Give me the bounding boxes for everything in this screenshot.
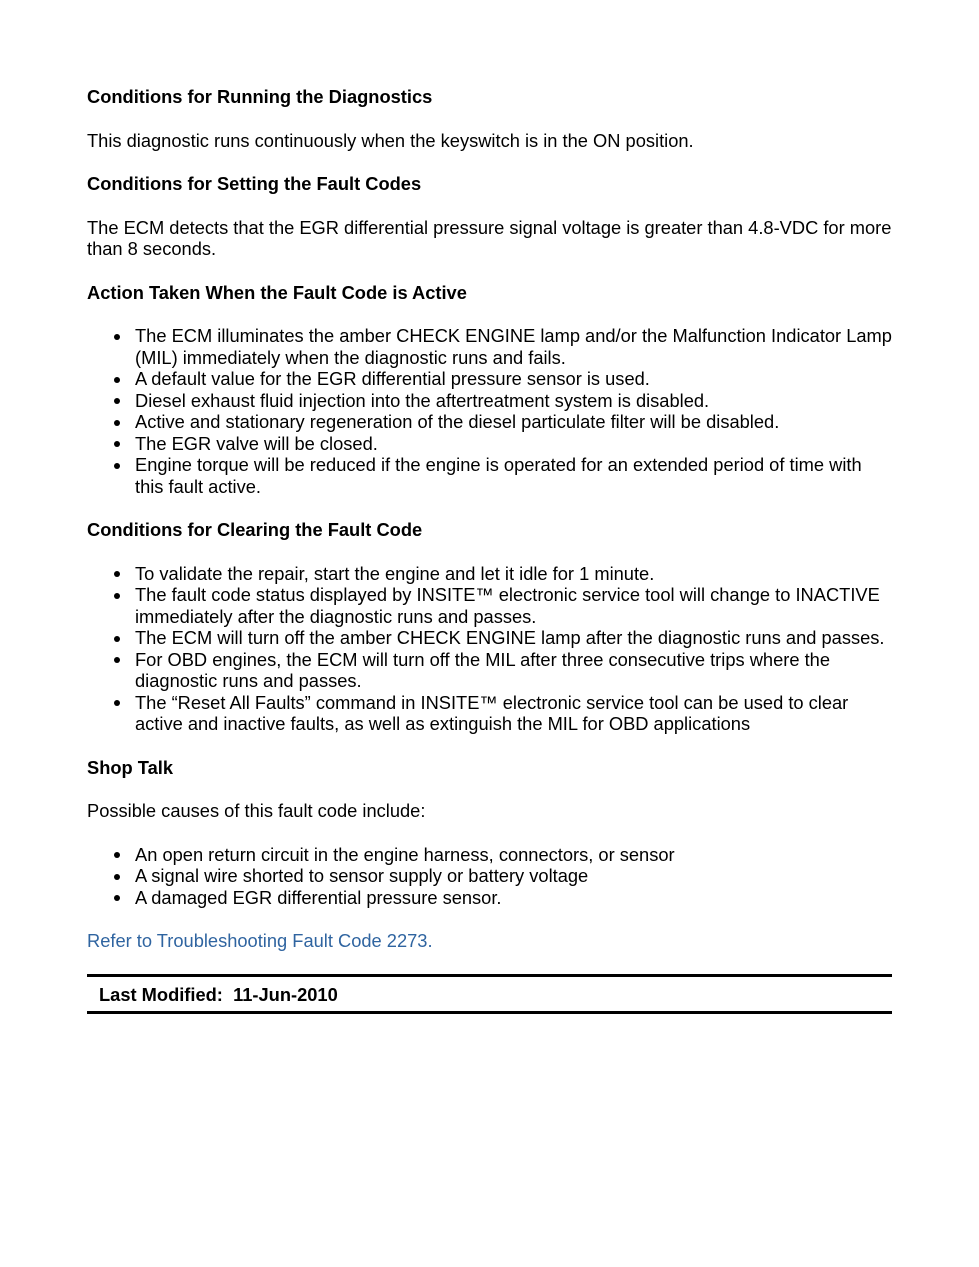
list-item [135, 627, 892, 649]
troubleshooting-link[interactable]: Refer to Troubleshooting Fault Code 2273. [87, 930, 433, 951]
action-list [87, 325, 892, 497]
list-item [135, 865, 892, 887]
list-item [135, 411, 892, 433]
causes-list [87, 844, 892, 909]
list-item-text: To validate the repair, start the engine and let it idle for 1 minute. [135, 562, 655, 584]
action-heading: Action Taken When the Fault Code is Active [87, 281, 467, 303]
list-item [135, 649, 892, 692]
list-item-text: A signal wire shorted to sensor supply or battery voltage [135, 865, 589, 886]
bullet-icon [114, 463, 120, 469]
list-item-text: For OBD engines, the ECM will turn off the MIL after three consecutive trips where the diagnostic runs and passes. [135, 648, 830, 691]
document-page [87, 86, 892, 1014]
list-item-text: The ECM illuminates the amber CHECK ENGINE lamp and/or the Malfunction Indicator Lamp (MIL) immediately when the diagnostic runs and fails. [135, 325, 892, 368]
list-item [135, 390, 892, 412]
list-item [135, 844, 892, 866]
clearing-heading: Conditions for Clearing the Fault Code [87, 519, 423, 540]
list-item [135, 584, 892, 627]
running-text: This diagnostic runs continuously when the keyswitch is in the ON position. [87, 129, 694, 151]
list-item-text: An open return circuit in the engine harness, connectors, or sensor [135, 843, 675, 865]
list-item-text: The ECM will turn off the amber CHECK ENGINE lamp after the diagnostic runs and passes. [135, 627, 885, 648]
list-item-text: Active and stationary regeneration of the diesel particulate filter will be disabled. [135, 411, 780, 432]
list-item-text: Diesel exhaust fluid injection into the aftertreatment system is disabled. [135, 389, 710, 411]
list-item [135, 887, 892, 909]
list-item-text: A default value for the EGR differential pressure sensor is used. [135, 368, 650, 389]
bullet-icon [114, 420, 120, 426]
list-item [135, 692, 892, 735]
bullet-icon [114, 700, 120, 706]
bullet-icon [114, 895, 120, 901]
shop-talk-text: Possible causes of this fault code include: [87, 800, 426, 821]
last-modified-label: Last Modified: [99, 983, 223, 1005]
last-modified-date: 11-Jun-2010 [233, 983, 338, 1005]
last-modified-footer [87, 974, 892, 1015]
bullet-icon [114, 636, 120, 642]
list-item [135, 368, 892, 390]
list-item [135, 325, 892, 368]
bullet-icon [114, 657, 120, 663]
list-item [135, 563, 892, 585]
list-item-text: A damaged EGR differential pressure sensor. [135, 886, 502, 908]
bullet-icon [114, 334, 120, 340]
bullet-icon [114, 571, 120, 577]
clearing-list [87, 563, 892, 735]
list-item-text: The EGR valve will be closed. [135, 432, 378, 454]
bullet-icon [114, 593, 120, 599]
list-item [135, 454, 892, 497]
setting-heading: Conditions for Setting the Fault Codes [87, 173, 422, 194]
list-item-text: The fault code status displayed by INSITE™ electronic service tool will change to INACTIVE immediately after the diagnostic runs and passes. [135, 584, 880, 627]
bullet-icon [114, 398, 120, 404]
shop-talk-heading: Shop Talk [87, 756, 173, 778]
list-item [135, 433, 892, 455]
bullet-icon [114, 441, 120, 447]
bullet-icon [114, 852, 120, 858]
bullet-icon [114, 377, 120, 383]
running-heading: Conditions for Running the Diagnostics [87, 86, 433, 107]
setting-text: The ECM detects that the EGR differential pressure signal voltage is greater than 4.8-VDC for more than 8 seconds. [87, 216, 892, 259]
list-item-text: The “Reset All Faults” command in INSITE™ electronic service tool can be used to clear active and inactive faults, as well as extinguish the MIL for OBD applications [135, 691, 849, 734]
list-item-text: Engine torque will be reduced if the engine is operated for an extended period of time with this fault active. [135, 454, 862, 497]
bullet-icon [114, 874, 120, 880]
